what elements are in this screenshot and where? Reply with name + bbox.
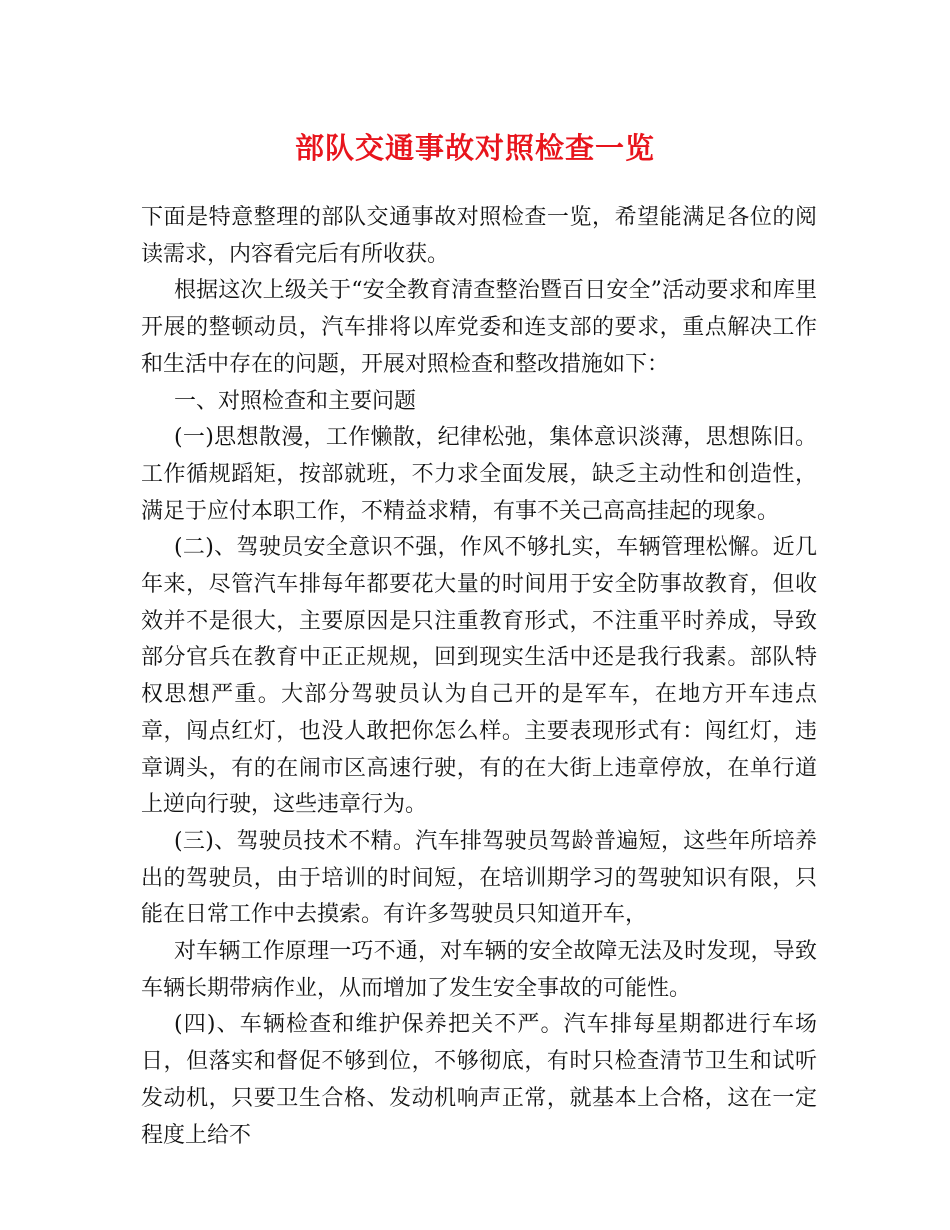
paragraph-item-2: (二)、驾驶员安全意识不强，作风不够扎实，车辆管理松懈。近几年来，尽管汽车排每年都要花大量的时间用于安全防事故教育，但收效并不是很大，主要原因是只注重教育形式，不注重平时养成，导致部分官兵在教育中正正规规，回到现实生活中还是我行我素。部队特权思想严重。大部分驾驶员认为自己开的是军车，在地方开车违点章，闯点红灯，也没人敢把你怎么样。主要表现形式有：闯红灯，违章调头，有的在闹市区高速行驶，有的在大街上违章停放，在单行道上逆向行驶，这些违章行为。 [141, 535, 817, 818]
document-title: 部队交通事故对照检查一览 [294, 131, 655, 165]
paragraph-background: 根据这次上级关于“安全教育清查整治暨百日安全”活动要求和库里开展的整顿动员，汽车排将以库党委和连支部的要求，重点解决工作和生活中存在的问题，开展对照检查和整改措施如下： [141, 278, 817, 377]
paragraph-item-3: (三)、驾驶员技术不精。汽车排驾驶员驾龄普遍短，这些年所培养出的驾驶员，由于培训的时间短，在培训期学习的驾驶知识有限，只能在日常工作中去摸索。有许多驾驶员只知道开车， [141, 828, 817, 928]
paragraph-item-4: (四)、车辆检查和维护保养把关不严。汽车排每星期都进行车场日，但落实和督促不够到位，不够彻底，有时只检查清节卫生和试听发动机，只要卫生合格、发动机响声正常，就基本上合格，这在一定程度上给不 [141, 1012, 817, 1148]
paragraph-item-3-continued: 对车辆工作原理一巧不通，对车辆的安全故障无法及时发现，导致车辆长期带病作业，从而增加了发生安全事故的可能性。 [141, 939, 817, 1001]
paragraph-item-1: (一)思想散漫，工作懒散，纪律松弛，集体意识淡薄，思想陈旧。工作循规蹈矩，按部就班，不力求全面发展，缺乏主动性和创造性，满足于应付本职工作，不精益求精，有事不关己高高挂起的现象。 [141, 425, 817, 524]
document-body [141, 200, 817, 1154]
paragraph-intro: 下面是特意整理的部队交通事故对照检查一览，希望能满足各位的阅读需求，内容看完后有所收获。 [141, 205, 817, 267]
section-heading-1: 一、对照检查和主要问题 [174, 388, 417, 414]
